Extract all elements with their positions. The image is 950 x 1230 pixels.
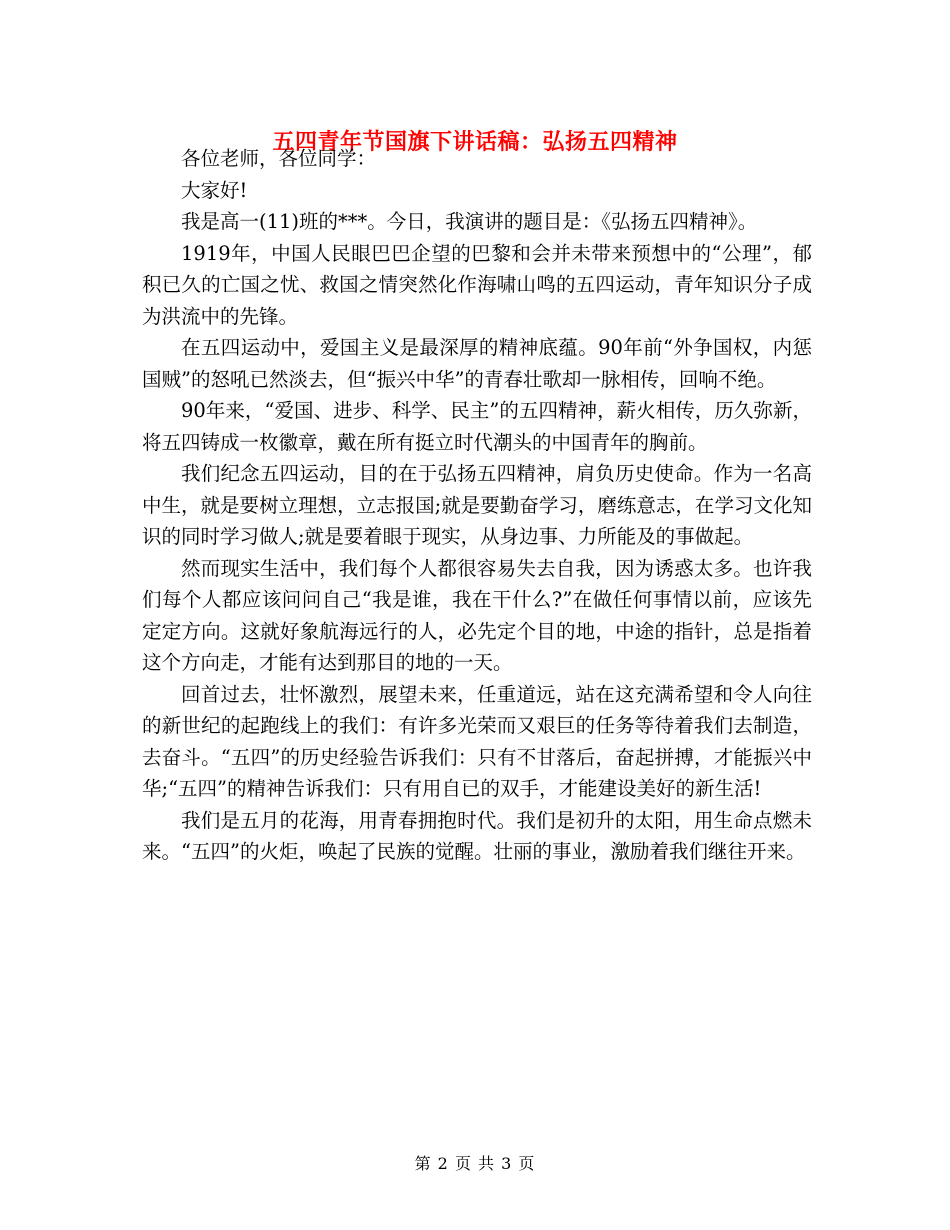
mission-paragraph: 我们纪念五四运动，目的在于弘扬五四精神，肩负历史使命。作为一名高中生，就是要树立理想，立志报国;就是要勤奋学习，磨练意志，在学习文化知识的同时学习做人;就是要着眼于现实，从身边事、力所能及的事做起。	[142, 462, 812, 548]
page-number: 第 2 页 共 3 页	[414, 1154, 536, 1173]
reflection-paragraph: 然而现实生活中，我们每个人都很容易失去自我，因为诱惑太多。也许我们每个人都应该问问自己“我是谁，我在干什么?”在做任何事情以前，应该先定定方向。这就好象航海远行的人，必先定个目的地，中途的指针，总是指着这个方向走，才能有达到那目的地的一天。	[142, 556, 812, 674]
history-paragraph: 1919年，中国人民眼巴巴企望的巴黎和会并未带来预想中的“公理”，郁积已久的亡国之忧、救国之情突然化作海啸山鸣的五四运动，青年知识分子成为洪流中的先锋。	[142, 241, 812, 328]
patriotism-paragraph: 在五四运动中，爱国主义是最深厚的精神底蕴。90年前“外争国权，内惩国贼”的怒吼已然淡去，但“振兴中华”的青春壮歌却一脉相传，回响不绝。	[142, 336, 812, 391]
hello-paragraph: 大家好!	[181, 178, 248, 202]
greeting-paragraph: 各位老师，各位同学：	[181, 147, 377, 170]
intro-paragraph: 我是高一(11)班的***。今日，我演讲的题目是：《弘扬五四精神》。	[181, 210, 758, 233]
document-body	[142, 143, 812, 868]
document-title: 五四青年节国旗下讲话稿：弘扬五四精神	[272, 129, 678, 155]
future-paragraph: 回首过去，壮怀激烈，展望未来，任重道远，站在这充满希望和令人向往的新世纪的起跑线上的我们：有许多光荣而又艰巨的任务等待着我们去制造，去奋斗。“五四”的历史经验告诉我们：只有不甘落后，奋起拼搏，才能振兴中华;“五四”的精神告诉我们：只有用自已的双手，才能建设美好的新生活!	[142, 682, 812, 800]
closing-paragraph: 我们是五月的花海，用青春拥抱时代。我们是初升的太阳，用生命点燃未来。“五四”的火炬，唤起了民族的觉醒。壮丽的事业，激励着我们继往开来。	[142, 808, 812, 863]
spirit-paragraph: 90年来，“爱国、进步、科学、民主”的五四精神，薪火相传，历久弥新，将五四铸成一枚徽章，戴在所有挺立时代潮头的中国青年的胸前。	[142, 399, 812, 454]
